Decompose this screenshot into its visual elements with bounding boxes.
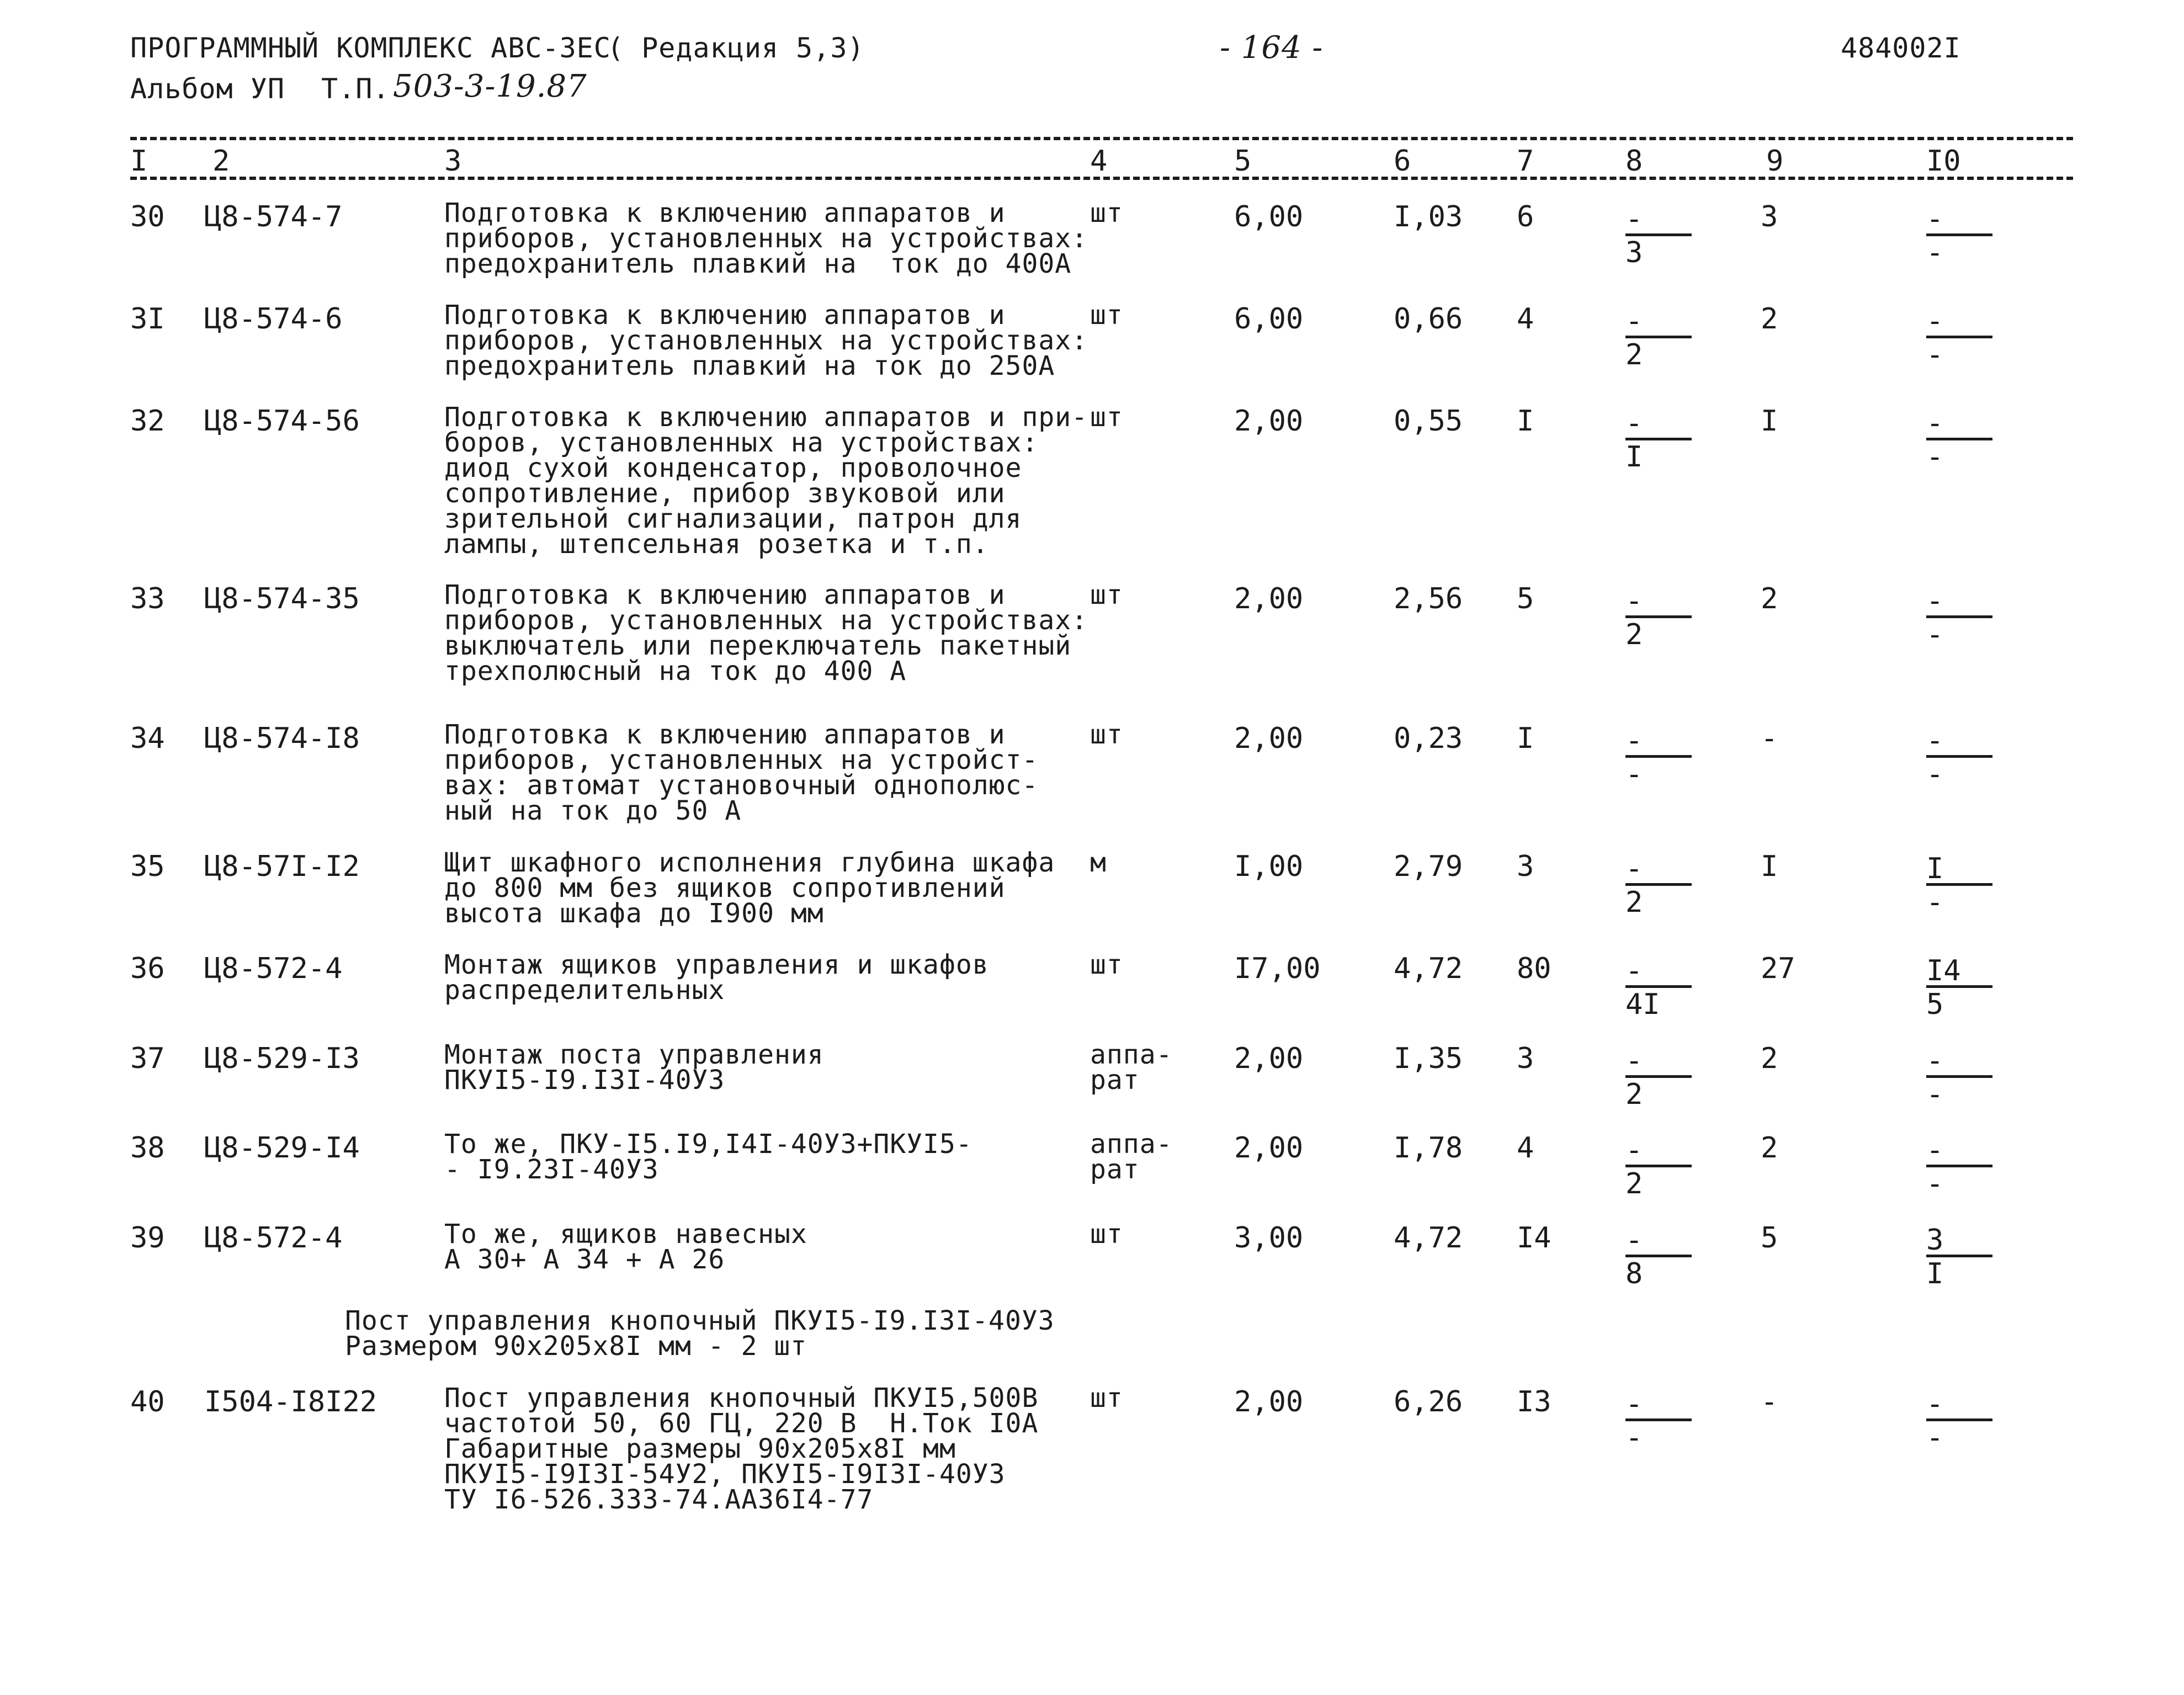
quantity: 2,00 [1234, 1385, 1304, 1418]
unit-of-measure: шт [1090, 580, 1123, 610]
fraction-denominator: - [1926, 758, 1944, 791]
work-description: Подготовка к включению аппаратов и приборов, установленных на устройст- вах: автомат установочный однополюс- ный на ток до 50 А [444, 719, 1039, 826]
column-number: 6 [1394, 145, 1411, 178]
fraction-denominator: 2 [1625, 886, 1643, 919]
tp-number: 503-3-19.87 [393, 68, 587, 104]
row-number: 36 [130, 952, 165, 985]
fraction-numerator: - [1625, 1224, 1643, 1257]
fraction-numerator: - [1625, 852, 1643, 885]
quantity: I,00 [1234, 850, 1304, 883]
section-heading: Пост управления кнопочный ПКУI5-I9.I3I-40У3 Размером 90х205х8I мм - 2 шт [345, 1305, 1055, 1362]
rate-code: Ц8-572-4 [204, 952, 343, 985]
fraction-denominator: - [1625, 1421, 1643, 1454]
fraction-denominator: - [1926, 1421, 1944, 1454]
unit-value: I,03 [1394, 200, 1463, 233]
fraction-denominator: - [1926, 236, 1944, 269]
fraction-numerator: 3 [1926, 1224, 1944, 1257]
fraction-numerator: - [1625, 407, 1643, 440]
column-9-value: 2 [1761, 302, 1778, 336]
fraction-denominator: - [1625, 758, 1643, 791]
column-7-value: 5 [1517, 582, 1534, 615]
work-description: То же, ящиков навесных А 30+ А 34 + А 26 [444, 1219, 807, 1275]
column-9-value: 5 [1761, 1221, 1778, 1255]
column-number: 2 [212, 145, 230, 178]
unit-of-measure: шт [1090, 1383, 1123, 1414]
unit-of-measure: шт [1090, 402, 1123, 433]
fraction-denominator: 2 [1625, 338, 1643, 371]
row-number: 38 [130, 1131, 165, 1165]
rate-code: Ц8-574-6 [204, 302, 343, 336]
fraction-denominator: - [1926, 338, 1944, 371]
column-number: 7 [1517, 145, 1534, 178]
column-7-value: 4 [1517, 1131, 1534, 1165]
column-number: I0 [1926, 145, 1961, 178]
fraction-denominator: I [1625, 440, 1643, 474]
work-description: Монтаж ящиков управления и шкафов распределительных [444, 949, 989, 1006]
fraction-numerator: - [1625, 585, 1643, 618]
row-number: 33 [130, 582, 165, 615]
column-number: I [130, 145, 148, 178]
column-7-value: I [1517, 405, 1534, 438]
column-7-value: 4 [1517, 302, 1534, 336]
rate-code: Ц8-574-35 [204, 582, 360, 615]
document-number: 484002I [1841, 32, 1961, 64]
unit-value: 4,72 [1394, 1221, 1463, 1255]
fraction-denominator: - [1926, 886, 1944, 919]
fraction-numerator: I [1926, 852, 1944, 885]
work-description: Подготовка к включению аппаратов и при- боров, установленных на устройствах: диод сухой конденсатор, проволочное сопротивление, прибор звуковой или зрительной сигнализации, патрон для лампы, штепсельная розетка и т.п. [444, 402, 1088, 560]
unit-value: 2,56 [1394, 582, 1463, 615]
quantity: 2,00 [1234, 405, 1304, 438]
fraction-denominator: 2 [1625, 1167, 1643, 1200]
quantity: 2,00 [1234, 582, 1304, 615]
album-label: Альбом УП [130, 73, 285, 105]
row-number: 3I [130, 302, 165, 336]
fraction-denominator: 2 [1625, 618, 1643, 651]
fraction-numerator: - [1625, 203, 1643, 236]
fraction-numerator: - [1926, 585, 1944, 618]
edition-label: ( Редакция 5,3) [607, 32, 865, 64]
fraction-denominator: 5 [1926, 988, 1944, 1021]
unit-value: 2,79 [1394, 850, 1463, 883]
fraction-numerator: - [1926, 724, 1944, 757]
row-number: 30 [130, 200, 165, 233]
column-9-value: I [1761, 850, 1778, 883]
rate-code: Ц8-529-I3 [204, 1042, 360, 1075]
rate-code: Ц8-57I-I2 [204, 850, 360, 883]
page-number: - 164 - [1220, 30, 1324, 66]
column-number: 3 [444, 145, 462, 178]
unit-of-measure: шт [1090, 949, 1123, 980]
fraction-numerator: - [1625, 1044, 1643, 1077]
fraction-numerator: - [1926, 1388, 1944, 1421]
quantity: 2,00 [1234, 1131, 1304, 1165]
fraction-numerator: - [1926, 203, 1944, 236]
column-7-value: I4 [1517, 1221, 1551, 1255]
unit-value: 4,72 [1394, 952, 1463, 985]
fraction-numerator: I4 [1926, 954, 1961, 987]
column-9-value: 27 [1761, 952, 1795, 985]
column-9-value: 3 [1761, 200, 1778, 233]
fraction-numerator: - [1625, 1134, 1643, 1167]
header-rule-top [130, 137, 2073, 140]
fraction-numerator: - [1926, 305, 1944, 338]
unit-of-measure: аппа- рат [1090, 1039, 1173, 1096]
rate-code: Ц8-529-I4 [204, 1131, 360, 1165]
work-description: То же, ПКУ-I5.I9,I4I-40У3+ПКУI5- - I9.23I-40У3 [444, 1129, 973, 1185]
row-number: 35 [130, 850, 165, 883]
fraction-numerator: - [1625, 724, 1643, 757]
fraction-denominator: 8 [1625, 1257, 1643, 1290]
rate-code: Ц8-574-7 [204, 200, 343, 233]
row-number: 39 [130, 1221, 165, 1255]
fraction-denominator: - [1926, 1078, 1944, 1111]
rate-code: Ц8-574-56 [204, 405, 360, 438]
work-description: Подготовка к включению аппаратов и приборов, установленных на устройствах: выключатель или переключатель пакетный трехполюсный на ток до 400 А [444, 580, 1088, 687]
column-7-value: I [1517, 722, 1534, 755]
fraction-numerator: - [1926, 1044, 1944, 1077]
column-number: 9 [1766, 145, 1784, 178]
unit-value: 0,55 [1394, 405, 1463, 438]
program-title: ПРОГРАММНЫЙ КОМПЛЕКС АВС-3ЕС [130, 32, 611, 64]
work-description: Щит шкафного исполнения глубина шкафа до 800 мм без ящиков сопротивлений высота шкафа до I900 мм [444, 847, 1055, 929]
rate-code: Ц8-574-I8 [204, 722, 360, 755]
row-number: 40 [130, 1385, 165, 1418]
unit-of-measure: аппа- рат [1090, 1129, 1173, 1185]
column-9-value: - [1761, 722, 1778, 755]
unit-value: I,78 [1394, 1131, 1463, 1165]
fraction-denominator: 4I [1625, 988, 1660, 1021]
row-number: 34 [130, 722, 165, 755]
unit-of-measure: шт [1090, 198, 1123, 229]
work-description: Подготовка к включению аппаратов и приборов, установленных на устройствах: предохранитель плавкий на ток до 250А [444, 300, 1088, 381]
column-number: 8 [1625, 145, 1643, 178]
fraction-denominator: - [1926, 440, 1944, 474]
unit-of-measure: шт [1090, 719, 1123, 750]
rate-code: I504-I8I22 [204, 1385, 378, 1418]
quantity: 6,00 [1234, 302, 1304, 336]
unit-value: I,35 [1394, 1042, 1463, 1075]
tp-label: Т.П. [321, 73, 390, 105]
column-number: 4 [1090, 145, 1108, 178]
column-7-value: 80 [1517, 952, 1551, 985]
fraction-denominator: - [1926, 618, 1944, 651]
fraction-numerator: - [1625, 1388, 1643, 1421]
fraction-denominator: 2 [1625, 1078, 1643, 1111]
fraction-denominator: - [1926, 1167, 1944, 1200]
column-9-value: 2 [1761, 1131, 1778, 1165]
column-9-value: 2 [1761, 1042, 1778, 1075]
quantity: I7,00 [1234, 952, 1321, 985]
fraction-numerator: - [1625, 305, 1643, 338]
fraction-numerator: - [1926, 407, 1944, 440]
unit-of-measure: шт [1090, 300, 1123, 331]
column-7-value: 6 [1517, 200, 1534, 233]
work-description: Монтаж поста управления ПКУI5-I9.I3I-40У3 [444, 1039, 824, 1096]
fraction-denominator: I [1926, 1257, 1944, 1290]
column-9-value: I [1761, 405, 1778, 438]
quantity: 3,00 [1234, 1221, 1304, 1255]
quantity: 2,00 [1234, 1042, 1304, 1075]
unit-value: 0,23 [1394, 722, 1463, 755]
rate-code: Ц8-572-4 [204, 1221, 343, 1255]
row-number: 37 [130, 1042, 165, 1075]
column-number: 5 [1234, 145, 1252, 178]
row-number: 32 [130, 405, 165, 438]
column-7-value: 3 [1517, 1042, 1534, 1075]
fraction-numerator: - [1625, 954, 1643, 987]
work-description: Пост управления кнопочный ПКУI5,500В частотой 50, 60 ГЦ, 220 В Н.Ток I0А Габаритные размеры 90х205х8I мм ПКУI5-I9I3I-54У2, ПКУI5-I9I3I-40У3 ТУ I6-526.333-74.АА36I4-77 [444, 1383, 1039, 1515]
fraction-denominator: 3 [1625, 236, 1643, 269]
work-description: Подготовка к включению аппаратов и приборов, установленных на устройствах: предохранитель плавкий на ток до 400А [444, 198, 1088, 279]
fraction-numerator: - [1926, 1134, 1944, 1167]
unit-value: 6,26 [1394, 1385, 1463, 1418]
unit-value: 0,66 [1394, 302, 1463, 336]
unit-of-measure: шт [1090, 1219, 1123, 1250]
quantity: 2,00 [1234, 722, 1304, 755]
column-9-value: - [1761, 1385, 1778, 1418]
quantity: 6,00 [1234, 200, 1304, 233]
column-7-value: I3 [1517, 1385, 1551, 1418]
unit-of-measure: м [1090, 847, 1107, 878]
column-9-value: 2 [1761, 582, 1778, 615]
column-7-value: 3 [1517, 850, 1534, 883]
